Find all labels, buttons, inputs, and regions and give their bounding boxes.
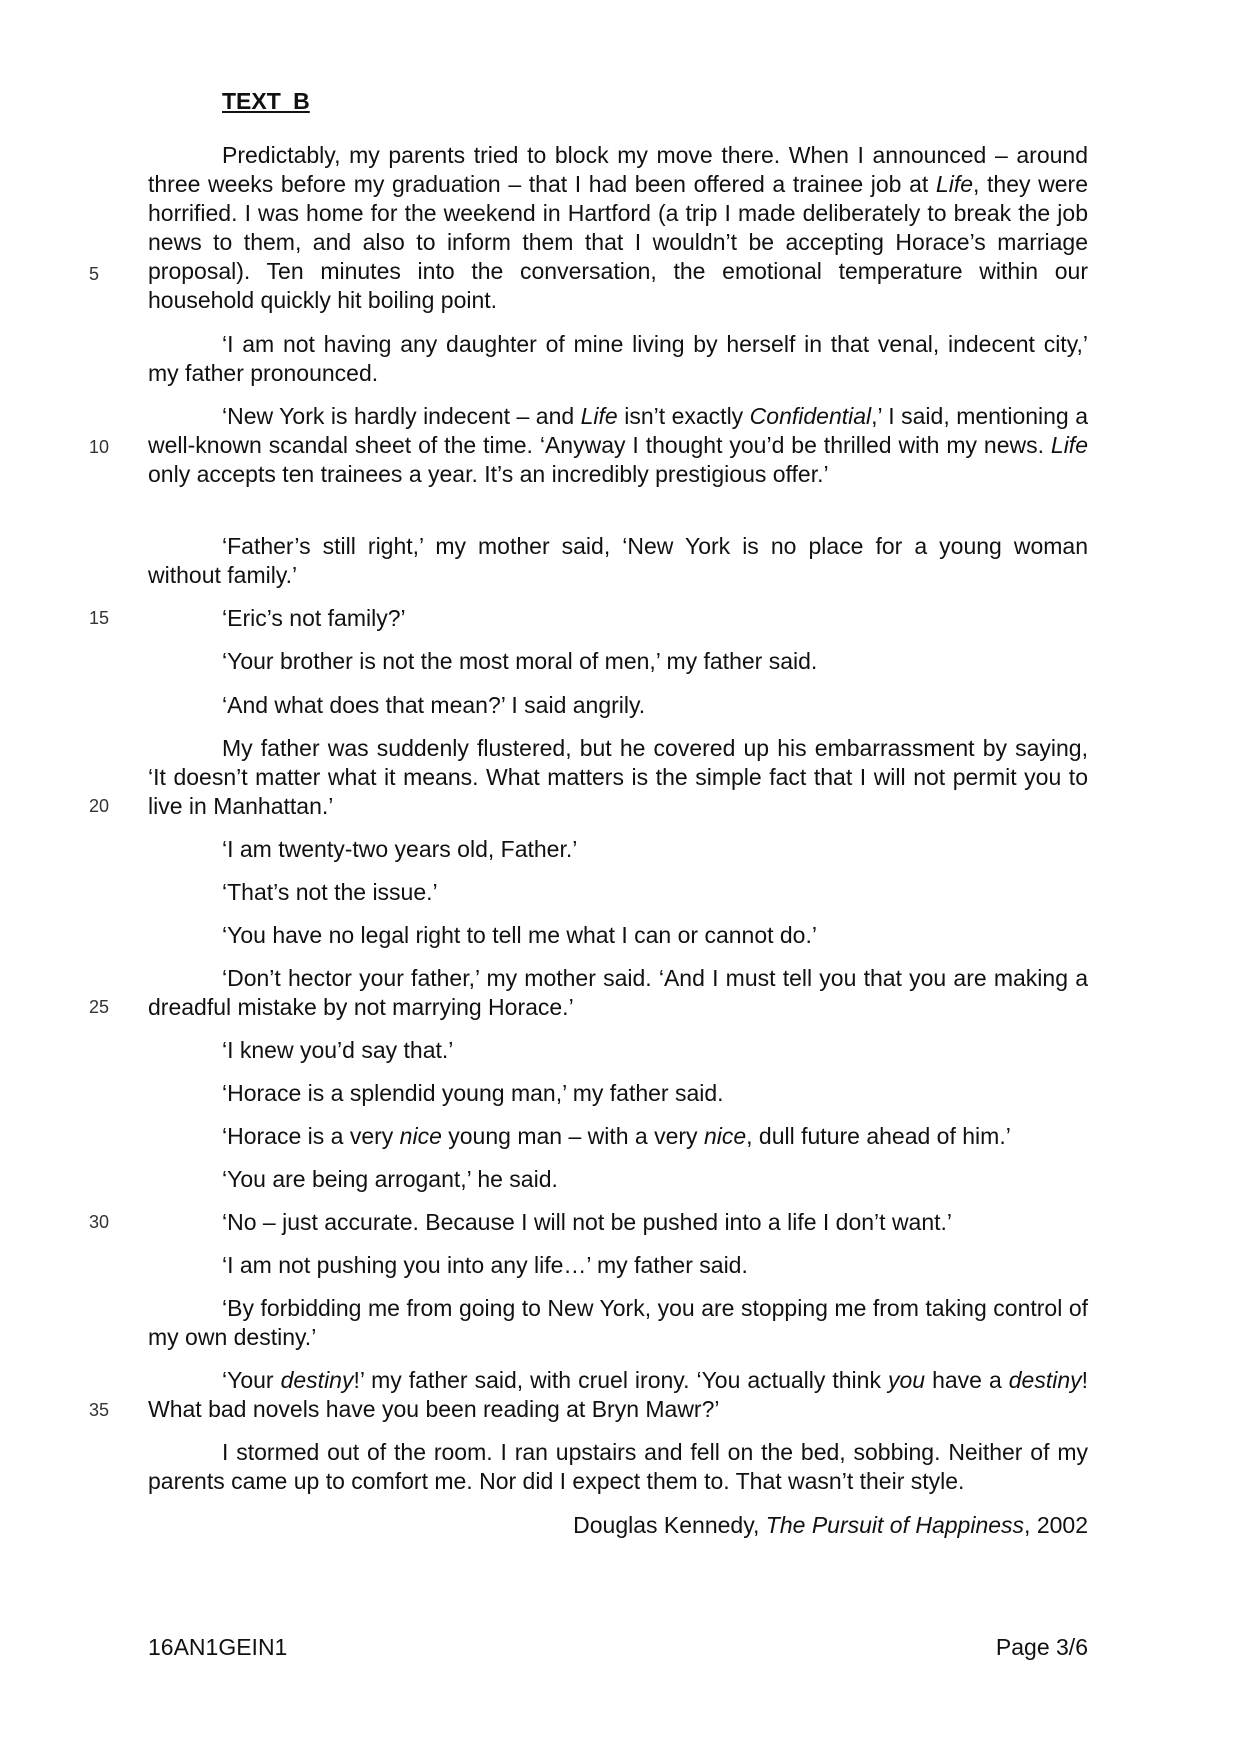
paragraph	[148, 1251, 1088, 1280]
text-segment: , dull future ahead of him.’	[746, 1123, 1011, 1149]
text-segment: ‘You have no legal right to tell me what I can or cannot do.’	[222, 922, 817, 948]
text-segment: ‘I knew you’d say that.’	[222, 1037, 454, 1063]
page-number: Page 3/6	[995, 1634, 1088, 1660]
text-segment: young man – with a very	[441, 1123, 704, 1149]
paragraph	[148, 964, 1088, 1022]
text-segment: ‘By forbidding me from going to New York, you are stopping me from taking control of my own destiny.’	[148, 1295, 1088, 1350]
text-segment: ‘I am twenty-two years old, Father.’	[222, 836, 578, 862]
paragraph	[148, 878, 1088, 907]
text-segment: ‘Your	[222, 1367, 281, 1393]
italic-text: Life	[1050, 432, 1088, 458]
paragraph	[148, 921, 1088, 950]
text-segment: only accepts ten trainees a year. It’s an incredibly prestigious offer.’	[148, 461, 829, 487]
paragraph	[148, 691, 1088, 720]
paragraph	[148, 1036, 1088, 1065]
text-heading: TEXT B	[222, 88, 310, 114]
text-segment: ‘You are being arrogant,’ he said.	[222, 1166, 558, 1192]
text-segment: ‘Your brother is not the most moral of men,’ my father said.	[222, 648, 818, 674]
text-segment: ‘Eric’s not family?’	[222, 605, 406, 631]
paragraph	[148, 835, 1088, 864]
text-segment: have a	[925, 1367, 1009, 1393]
paragraph	[148, 604, 1088, 633]
text-segment: Predictably, my parents tried to block my move there. When I announced – around three weeks before my graduation – that I had been offered a trainee job at	[148, 142, 1088, 197]
paragraph	[148, 1208, 1088, 1237]
text-segment: ,’ I said, mentioning a well-known scandal sheet of the time. ‘Anyway I thought you’d be thrilled with my news.	[148, 403, 1088, 458]
line-number: 30	[89, 1212, 110, 1232]
text-segment: ‘Horace is a splendid young man,’ my father said.	[222, 1080, 724, 1106]
italic-text: nice	[399, 1123, 442, 1149]
text-segment: ‘That’s not the issue.’	[222, 879, 438, 905]
paragraph	[148, 402, 1088, 489]
paragraph	[148, 1366, 1088, 1424]
text-segment: isn’t exactly	[617, 403, 750, 429]
source-year: , 2002	[1024, 1512, 1088, 1538]
text-segment: ‘I am not pushing you into any life…’ my father said.	[222, 1252, 748, 1278]
text-segment: ‘Father’s still right,’ my mother said, ‘New York is no place for a young woman without family.’	[148, 533, 1088, 588]
text-segment: ‘I am not having any daughter of mine living by herself in that venal, indecent city,’ my father pronounced.	[148, 331, 1088, 386]
italic-text: nice	[703, 1123, 747, 1149]
paragraph	[148, 532, 1088, 590]
paragraph	[148, 330, 1088, 388]
line-number: 10	[89, 437, 110, 457]
line-number: 20	[89, 796, 110, 816]
text-segment: My father was suddenly flustered, but he covered up his embarrassment by saying, ‘It doesn’t matter what it means. What matters is the simple fact that I will not permit you to live in Manhattan.’	[148, 735, 1088, 819]
paragraph	[148, 647, 1088, 676]
source-citation	[148, 1512, 1088, 1539]
paragraph	[148, 141, 1088, 315]
line-number: 15	[89, 608, 110, 628]
text-segment: ! What bad novels have you been reading at Bryn Mawr?’	[148, 1367, 1088, 1422]
paragraph	[148, 1122, 1088, 1151]
document-code: 16AN1GEIN1	[148, 1634, 288, 1660]
text-segment: I stormed out of the room. I ran upstairs and fell on the bed, sobbing. Neither of my parents came up to comfort me. Nor did I expect them to. That wasn’t their style.	[148, 1439, 1088, 1494]
text-segment: ‘Horace is a very	[222, 1123, 400, 1149]
text-segment: ‘And what does that mean?’ I said angrily.	[222, 692, 646, 718]
italic-text: destiny	[1008, 1367, 1082, 1393]
italic-text: Confidential	[749, 403, 872, 429]
paragraph	[148, 734, 1088, 821]
paragraph	[148, 1079, 1088, 1108]
text-segment: ‘New York is hardly indecent – and	[222, 403, 581, 429]
paragraph	[148, 1438, 1088, 1496]
text-segment: , they were horrified. I was home for the weekend in Hartford (a trip I made deliberately to break the job news to them, and also to inform them that I wouldn’t be accepting Horace’s marriage proposal). Ten minutes into the conversation, the emotional temperature within our household quickly hit boiling point.	[148, 171, 1088, 313]
italic-text: destiny	[280, 1367, 354, 1393]
paragraph	[148, 1165, 1088, 1194]
text-segment: ‘No – just accurate. Because I will not be pushed into a life I don’t want.’	[222, 1209, 953, 1235]
italic-text: Life	[935, 171, 974, 197]
source-author: Douglas Kennedy,	[573, 1512, 766, 1538]
line-number: 35	[89, 1400, 110, 1420]
italic-text: you	[887, 1367, 926, 1393]
paragraph	[148, 1294, 1088, 1352]
text-segment: !’ my father said, with cruel irony. ‘You actually think	[353, 1367, 888, 1393]
source-book-title: The Pursuit of Happiness	[765, 1512, 1025, 1538]
italic-text: Life	[580, 403, 618, 429]
text-segment: ‘Don’t hector your father,’ my mother said. ‘And I must tell you that you are making a dreadful mistake by not marrying Horace.’	[148, 965, 1088, 1020]
line-number: 5	[89, 264, 100, 284]
line-number: 25	[89, 997, 110, 1017]
